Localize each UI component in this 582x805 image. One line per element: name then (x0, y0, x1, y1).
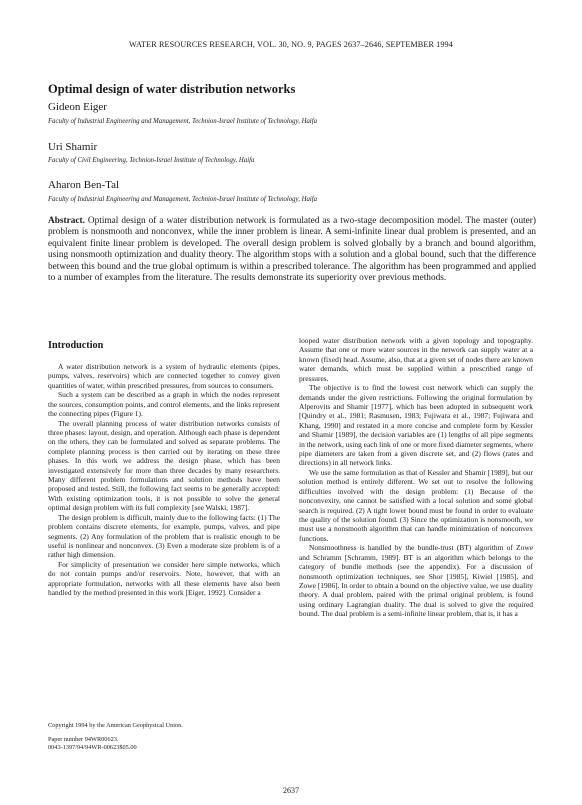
running-header: WATER RESOURCES RESEARCH, VOL. 30, NO. 9, PAGES 2637–2646, SEPTEMBER 1994 (129, 40, 453, 49)
abstract-text: Optimal design of a water distribution network is formulated as a two-stage decomposition model. The master (outer) problem is nonsmooth and nonconvex, while the inner problem is linear. A semi-infinite linear dual problem is presented, and an equivalent finite linear problem is developed. The overall design problem is solved globally by a branch and bound algorithm, using nonsmooth optimization and duality theory. The algorithm stops with a solution and a global bound, such that the difference between this bound and the true global optimum is within a prescribed tolerance. The algorithm has been programmed and applied to a number of examples from the literature. The results demonstrate its superiority over previous methods. (48, 216, 537, 284)
paragraph: The overall planning process of water distribution networks consists of three phases: layout, design, and operation. Although each phase is dependent on the others, they can be formulated and solved as separate problems. The complete planning process is then carried out by iterating on these three phases. In this work we address the design phase, which has been investigated extensively for more than three decades by many researchers. Many different problem formulations and solution methods have been proposed and tested. Still, the following fact seems to be generally accepted: With existing optimization tools, it is not possible to solve the general optimal design problem with its full complexity [see Walski, 1987]. (48, 418, 280, 513)
section-heading: Introduction (48, 340, 104, 351)
paragraph: Such a system can be described as a graph in which the nodes represent the sources, consumption points, and control elements, and the links represent the connecting pipes (Figure 1). (48, 390, 280, 419)
abstract (48, 216, 536, 284)
left-column (48, 362, 280, 598)
author-affiliation: Faculty of Industrial Engineering and Management, Technion-Israel Institute of Technology, Haifa (48, 118, 318, 125)
paragraph: For simplicity of presentation we consider here simple networks, which do not contain pumps and/or reservoirs. Note, however, that with an appropriate formulation, networks with all these elements have also been handled by the method presented in this work [Eiger, 1992]. Consider a (48, 559, 280, 598)
author-name: Uri Shamir (48, 141, 98, 153)
author-name: Gideon Eiger (48, 101, 107, 113)
article-title: Optimal design of water distribution networks (48, 82, 296, 96)
right-column (299, 336, 533, 619)
paragraph: The design problem is difficult, mainly due to the following facts: (1) The problem contains discrete elements, for example, pumps, valves, and pipe segments. (2) Any formulation of the problem that is realistic enough to be useful is nonlinear and nonconvex. (3) Even a moderate size problem is of a rather high dimension. (48, 512, 280, 560)
issn-line: 0043-1397/94/94WR-00623$05.00 (48, 744, 137, 752)
copyright-line: Copyright 1994 by the American Geophysical Union. (48, 722, 183, 729)
author-affiliation: Faculty of Industrial Engineering and Management, Technion-Israel Institute of Technology, Haifa (48, 196, 318, 203)
paper-number: Paper number 94WR00623. (48, 736, 119, 744)
paragraph: We use the same formulation as that of Kessler and Shamir [1989], but our solution method is entirely different. We set out to resolve the following difficulties involved with the design problem: (1) Because of the nonconvexity, one cannot be satisfied with a local solution and some global search is required. (2) A tight lower bound must be found in order to evaluate the quality of the solution found. (3) Since the optimization is nonsmooth, we must use a nonsmooth algorithm that can handle minimization of nonconvex functions. (299, 467, 533, 543)
author-affiliation: Faculty of Civil Engineering, Technion-Israel Institute of Technology, Haifa (48, 157, 255, 164)
paragraph: The objective is to find the lowest cost network which can supply the demands under the given restrictions. Following the original formulation by Alperovits and Shamir [1977], which has been adopted in subsequent work [Quindry et al., 1981; Rasmusen, 1983; Fujiwara et al., 1987; Fujiwara and Khang, 1990] and restated in a more concise and complete form by Kessler and Shamir [1989], the decision variables are (1) lengths of all pipe segments in the network, using each link of one or more fixed diameter segments, where pipe diameters are taken from a given discrete set, and (2) flows (rates and directions) in all network links. (299, 383, 534, 468)
abstract-label: Abstract. (48, 216, 85, 226)
author-name: Aharon Ben-Tal (48, 179, 120, 191)
page-number: 2637 (283, 786, 299, 795)
paragraph: looped water distribution network with a given topology and topography. Assume that one or more water sources in the network can supply water at a known (fixed) head. Assume, also, that at a given set of nodes there are known water demands, which must be supplied within a prescribed range of pressures. (299, 336, 534, 383)
paragraph: Nonsmoothness is handled by the bundle-trust (BT) algorithm of Zowe and Schramm [Schramm, 1989]. BT is an algorithm which belongs to the category of bundle methods (see the appendix). For a discussion of nonsmooth optimization techniques, see Shor [1985], Kiwiel [1985], and Zowe [1986]. In order to obtain a bound on the objective value, we use duality theory. A dual problem, paired with the primal original problem, is found using ordinary Lagrangian duality. The dual is solved to give the required bound. The dual problem is a semi-infinite linear problem, that is, it has a (299, 543, 533, 619)
paragraph: A water distribution network is a system of hydraulic elements (pipes, pumps, valves, reservoirs) which are connected together to convey given quantities of water, within prescribed pressures, from sources to consumers. (48, 362, 280, 390)
copyright-block (48, 722, 183, 753)
